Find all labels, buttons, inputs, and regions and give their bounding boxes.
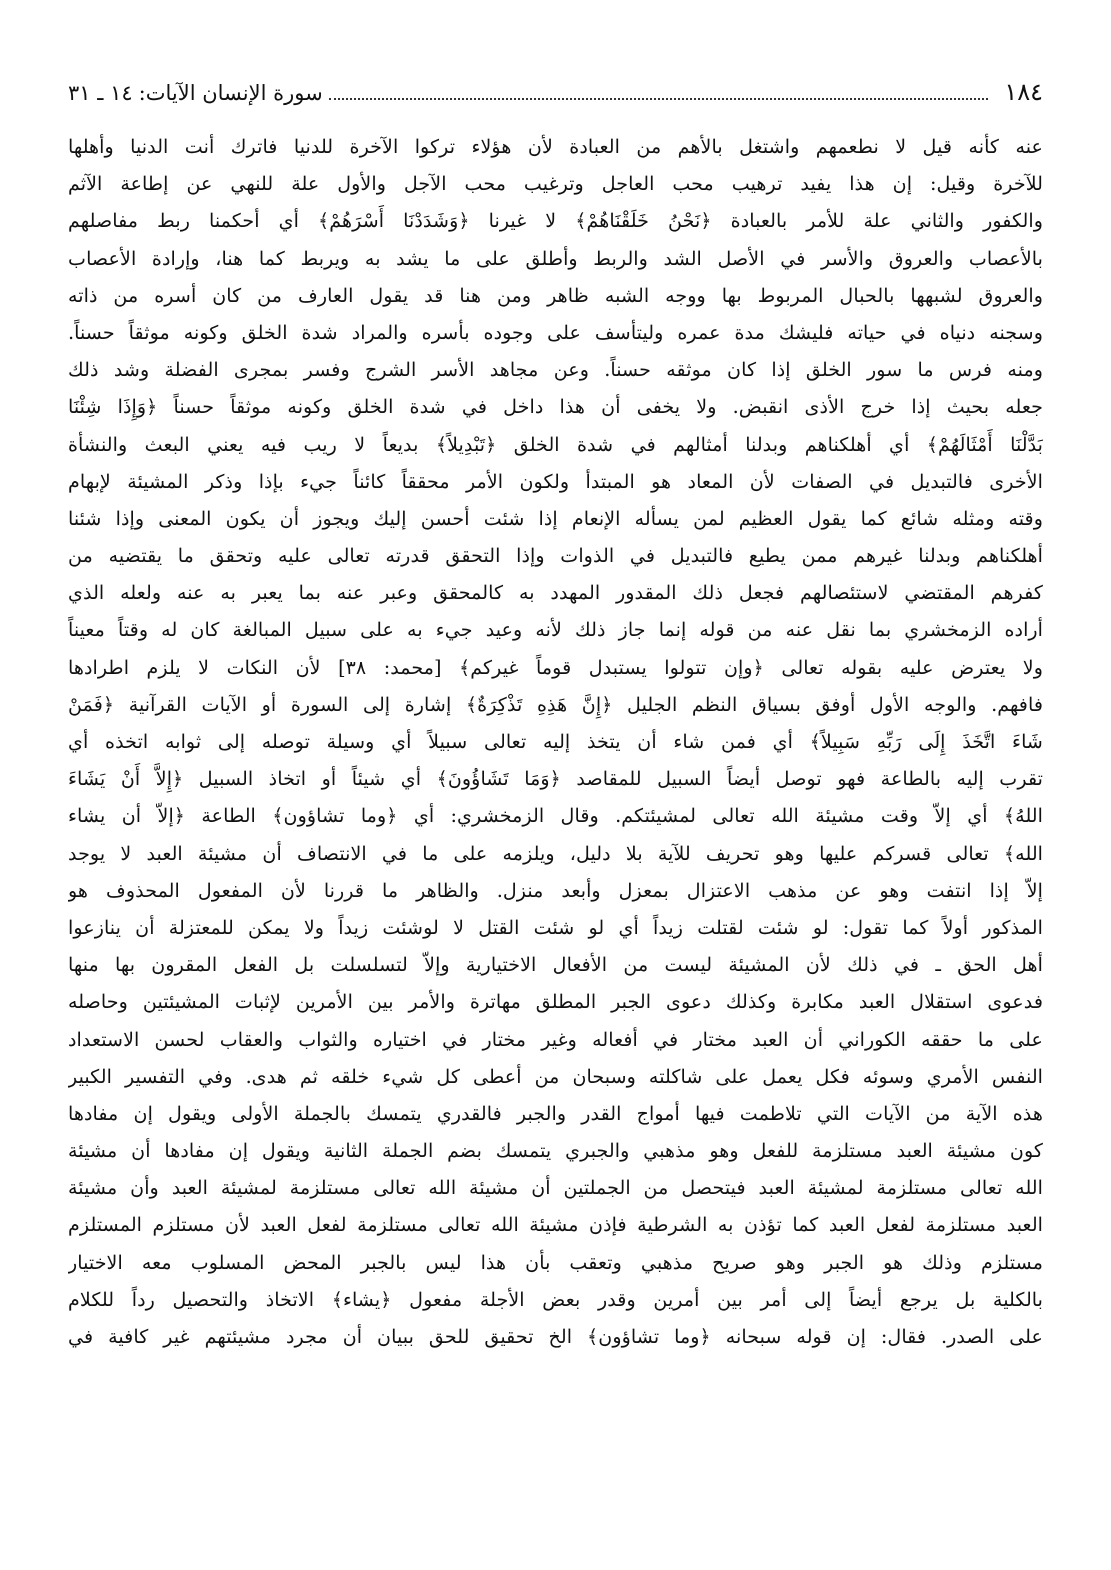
text-line: العبد مستلزمة لفعل العبد كما تؤذن به الشرطية فإذن مشيئة الله تعالى مستلزمة لفعل العبد لأن مستلزم المستلزم [68, 1213, 1043, 1237]
text-line: أهل الحق ـ في ذلك لأن المشيئة ليست من الأفعال الاختيارية وإلاّ لتسلسلت بل الفعل المقرون بها منها [68, 953, 1043, 977]
text-line: إلاّ إذا انتفت وهو عن مذهب الاعتزال بمعزل وأبعد منزل. والظاهر ما قررنا لأن المفعول المحذوف هو [68, 878, 1043, 902]
text-line: المذكور أولاً كما تقول: لو شئت لقتلت زيداً أي لو شئت القتل لا لوشئت زيداً ولا يمكن للمعتزلة أن ينازعوا [68, 915, 1043, 939]
text-line: للآخرة وقيل: إن هذا يفيد ترهيب محب العاجل وترغيب محب الآجل والأول علة للنهي عن إطاعة الآثم [68, 172, 1043, 196]
text-line: جعله بحيث إذا خرج الأذى انقبض. ولا يخفى أن هذا داخل في شدة الخلق وكونه موثقاً حسناً ﴿وَإِذَا شِئْنَا [68, 395, 1043, 419]
text-line: وقته ومثله شائع كما يقول العظيم لمن يسأله الإنعام إذا شئت أحسن إليك ويجوز أن يكون المعنى وإذا شئنا [68, 506, 1043, 530]
text-line: بَدَّلْنَا أَمْثَالَهُمْ﴾ أي أهلكناهم وبدلنا أمثالهم في شدة الخلق ﴿تَبْدِيلاً﴾ بديعاً لا ريب فيه يعني البعث والنشأة [68, 432, 1043, 456]
text-line: والعروق لشبهها بالحبال المربوط بها ووجه الشبه ظاهر ومن هنا قد يقول العارف من كان أسره من ذاته [68, 283, 1043, 307]
verse-range: ١٤ ـ ٣١ [68, 81, 133, 105]
text-line: بالأعصاب والعروق والأسر في الأصل الشد والربط وأطلق على ما يشد به ويربط كما هنا، وإرادة الأعصاب [68, 246, 1043, 270]
dotted-leader [329, 84, 989, 100]
text-line: ومنه فرس ما سور الخلق إذا كان موثقه حسناً. وعن مجاهد الأسر الشرج وفسر بمجرى الفضلة وشد ذلك [68, 358, 1043, 382]
text-line: الأخرى فالتبديل في الصفات لأن المعاد هو المبتدأ ولكون الأمر محققاً كائناً جيء بإذا وذكر المشيئة لإبهام [68, 469, 1043, 493]
text-line: مستلزم وذلك هو الجبر وهو صريح مذهبي وتعقب بأن هذا ليس بالجبر المحض المسلوب معه الاختيار [68, 1250, 1043, 1274]
text-line: كون مشيئة العبد مستلزمة للفعل وهو مذهبي والجبري يتمسك بضم الجملة الثانية ويقول إن مفادها أن مشيئة [68, 1139, 1043, 1163]
text-line: فافهم. والوجه الأول أوفق بسياق النظم الجليل ﴿إِنَّ هَذِهِ تَذْكِرَةٌ﴾ إشارة إلى السورة أو الآيات القرآنية ﴿فَمَنْ [68, 692, 1043, 716]
book-page [68, 78, 1043, 1355]
text-line: الله تعالى مستلزمة لمشيئة العبد فيتحصل من الجملتين أن مشيئة الله تعالى مستلزمة لمشيئة العبد وأن مشيئة [68, 1176, 1043, 1200]
text-line: على ما حققه الكوراني أن العبد مختار في أفعاله وغير مختار في اختياره والثواب والعقاب لحسن الاستعداد [68, 1027, 1043, 1051]
text-line: أراده الزمخشري بما نقل عنه من قوله إنما جاز ذلك لأنه وعيد جيء به على سبيل المبالغة كان له وقتاً معيناً [68, 618, 1043, 642]
running-header [68, 78, 1043, 114]
text-line: على الصدر. فقال: إن قوله سبحانه ﴿وما تشاؤون﴾ الخ تحقيق للحق ببيان أن مجرد مشيئتهم غير كافية في [68, 1325, 1043, 1348]
text-line: عنه كأنه قيل لا نطعمهم واشتغل بالأهم من العبادة لأن هؤلاء تركوا الآخرة للدنيا فاترك أنت الدنيا وأهلها [68, 135, 1043, 158]
text-line: والكفور والثاني علة للأمر بالعبادة ﴿نَحْنُ خَلَقْنَاهُمْ﴾ لا غيرنا ﴿وَشَدَدْنَا أَسْرَهُمْ﴾ أي أحكمنا ربط مفاصلهم [68, 209, 1043, 233]
text-line: شَاءَ اتَّخَذَ إِلَى رَبِّهِ سَبِيلاً﴾ أي فمن شاء أن يتخذ إليه تعالى سبيلاً أي وسيلة توصله إلى ثوابه اتخذه أي [68, 730, 1043, 753]
text-line: بالكلية بل يرجع أيضاً إلى أمر بين أمرين وقدر بعض الأجلة مفعول ﴿يشاء﴾ الاتخاذ والتحصيل رداً للكلام [68, 1287, 1043, 1311]
text-line: النفس الأمري وسوئه فكل يعمل على شاكلته وسبحان من أعطى كل شيء خلقه ثم هدى. وفي التفسير الكبير [68, 1064, 1043, 1088]
text-line: تقرب إليه بالطاعة فهو توصل أيضاً السبيل للمقاصد ﴿وَمَا تَشَاؤُونَ﴾ أي شيئاً أو اتخاذ السبيل ﴿إِلاَّ أَنْ يَشَاءَ [68, 767, 1043, 791]
page-number: ١٨٤ [1004, 78, 1043, 106]
text-line: فدعوى استقلال العبد مكابرة وكذلك دعوى الجبر المطلق مهاترة والأمر بين الأمرين لإثبات المشيئتين وحاصله [68, 990, 1043, 1014]
commentary-text [68, 128, 1043, 1355]
text-line: كفرهم المقتضي لاستئصالهم فجعل ذلك المقدور المهدد به كالمحقق وعبر عنه بما يعبر به عنه ولعله الذي [68, 581, 1043, 605]
text-line: اللهُ﴾ أي إلاّ وقت مشيئة الله تعالى لمشيئتكم. وقال الزمخشري: أي ﴿وما تشاؤون﴾ الطاعة ﴿إلاّ أن يشاء [68, 804, 1043, 828]
text-line: وسجنه دنياه في حياته فليشك مدة عمره وليتأسف على وجوده بأسره والمراد شدة الخلق وكونه موثقاً حسناً. [68, 320, 1043, 344]
surah-title: سورة الإنسان الآيات: [138, 81, 323, 105]
text-line: ولا يعترض عليه بقوله تعالى ﴿وإن تتولوا يستبدل قوماً غيركم﴾ [محمد: ٣٨] لأن النكات لا يلزم اطرادها [68, 655, 1043, 679]
text-line: الله﴾ تعالى قسركم عليها وهو تحريف للآية بلا دليل، ويلزمه على ما في الانتصاف أن مشيئة العبد لا يوجد [68, 841, 1043, 865]
text-line: هذه الآية من الآيات التي تلاطمت فيها أمواج القدر والجبر فالقدري يتمسك بالجملة الأولى ويقول إن مفادها [68, 1101, 1043, 1125]
text-line: أهلكناهم وبدلنا غيرهم ممن يطيع فالتبديل في الذوات وإذا التحقق قدرته تعالى عليه وتحقق ما يقتضيه من [68, 544, 1043, 568]
